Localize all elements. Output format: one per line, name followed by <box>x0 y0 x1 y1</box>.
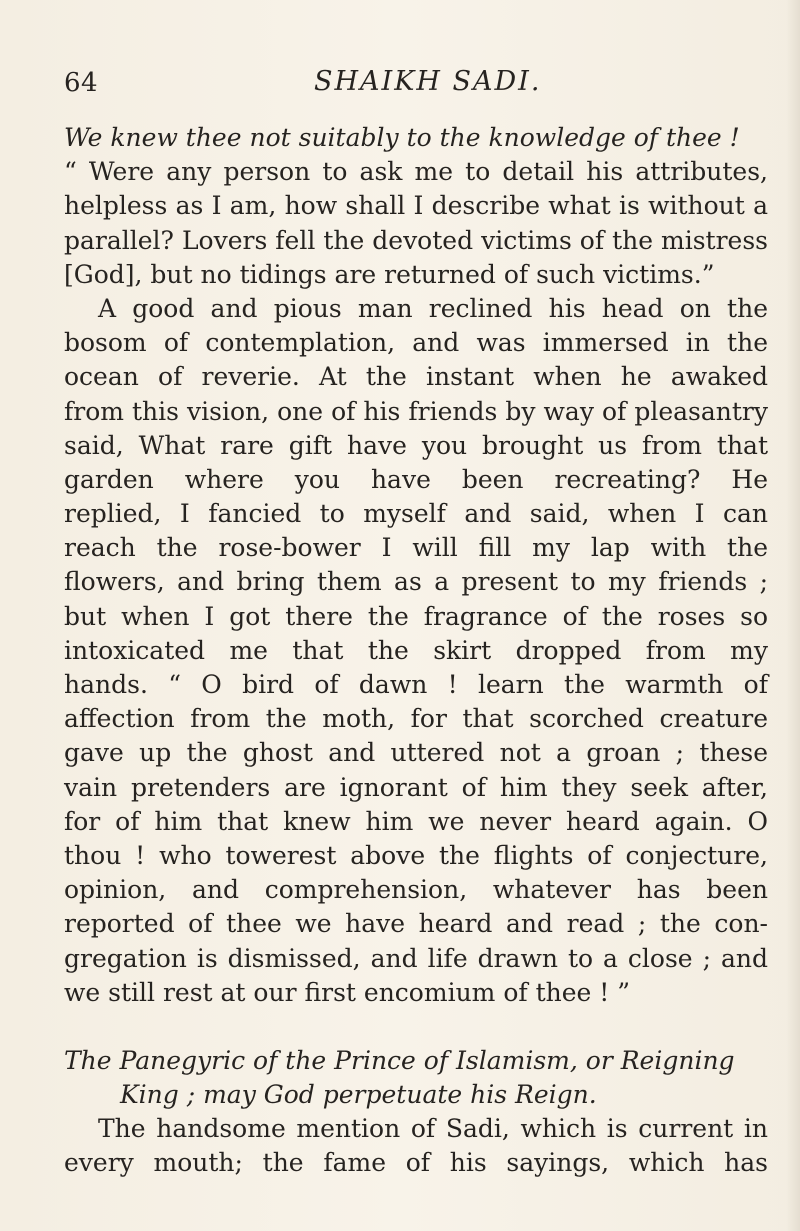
text-line: gave up the ghost and uttered not a groan ; these <box>64 738 768 768</box>
text-line: helpless as I am, how shall I describe what is without a <box>64 191 768 221</box>
text-line: but when I got there the fragrance of the roses so <box>64 601 768 631</box>
text-line: for of him that knew him we never heard again. O <box>64 806 768 836</box>
paragraph-3 <box>64 1112 768 1180</box>
text-line: from this vision, one of his friends by way of pleasantry <box>64 396 768 426</box>
section-gap <box>64 1010 768 1044</box>
running-head: SHAIKH SADI. <box>314 66 542 97</box>
text-line: thou ! who towerest above the flights of conjecture, <box>64 840 768 870</box>
text-line: gregation is dismissed, and life drawn to a close ; and <box>64 943 768 973</box>
section-heading <box>64 1044 768 1112</box>
text-line: replied, I fancied to myself and said, when I can <box>64 499 768 529</box>
text-line: flowers, and bring them as a present to my friends ; <box>64 567 768 597</box>
section-heading-line: The Panegyric of the Prince of Islamism, or Reigning <box>64 1045 735 1075</box>
page-header <box>64 62 744 106</box>
text-line: affection from the moth, for that scorched creature <box>64 704 768 734</box>
text-line: said, What rare gift have you brought us from that <box>64 430 768 460</box>
opening-line: We knew thee not suitably to the knowledge of thee ! <box>64 123 740 152</box>
text-line: opinion, and comprehension, whatever has been <box>64 875 768 905</box>
page-edge-shadow <box>786 0 800 1231</box>
text-line: hands. “ O bird of dawn ! learn the warmth of <box>64 670 768 699</box>
text-line: intoxicated me that the skirt dropped from my <box>64 635 768 665</box>
paragraph-1 <box>64 155 768 292</box>
text-line: bosom of contemplation, and was immersed in the <box>64 328 768 358</box>
text-line: [God], but no tidings are returned of such victims.” <box>64 259 715 289</box>
text-line: reach the rose-bower I will fill my lap with the <box>64 533 768 563</box>
paragraph-2 <box>64 292 768 1010</box>
body-text <box>64 121 768 1181</box>
text-line: garden where you have been recreating? He <box>64 464 768 494</box>
text-line: reported of thee we have heard and read ; the con- <box>64 909 768 939</box>
text-line: ocean of reverie. At the instant when he awaked <box>64 362 768 392</box>
text-line: vain pretenders are ignorant of him they seek after, <box>64 772 768 802</box>
text-line: A good and pious man reclined his head on the <box>98 293 768 323</box>
text-line: we still rest at our first encomium of thee ! ” <box>64 977 631 1007</box>
page-number: 64 <box>64 68 99 98</box>
text-line: The handsome mention of Sadi, which is current in <box>98 1114 768 1144</box>
text-line: every mouth; the fame of his sayings, which has <box>64 1148 768 1178</box>
text-line: parallel? Lovers fell the devoted victims of the mistress <box>64 225 768 255</box>
section-heading-line: King ; may God perpetuate his Reign. <box>120 1080 597 1110</box>
text-line: “ Were any person to ask me to detail his attributes, <box>64 157 768 187</box>
